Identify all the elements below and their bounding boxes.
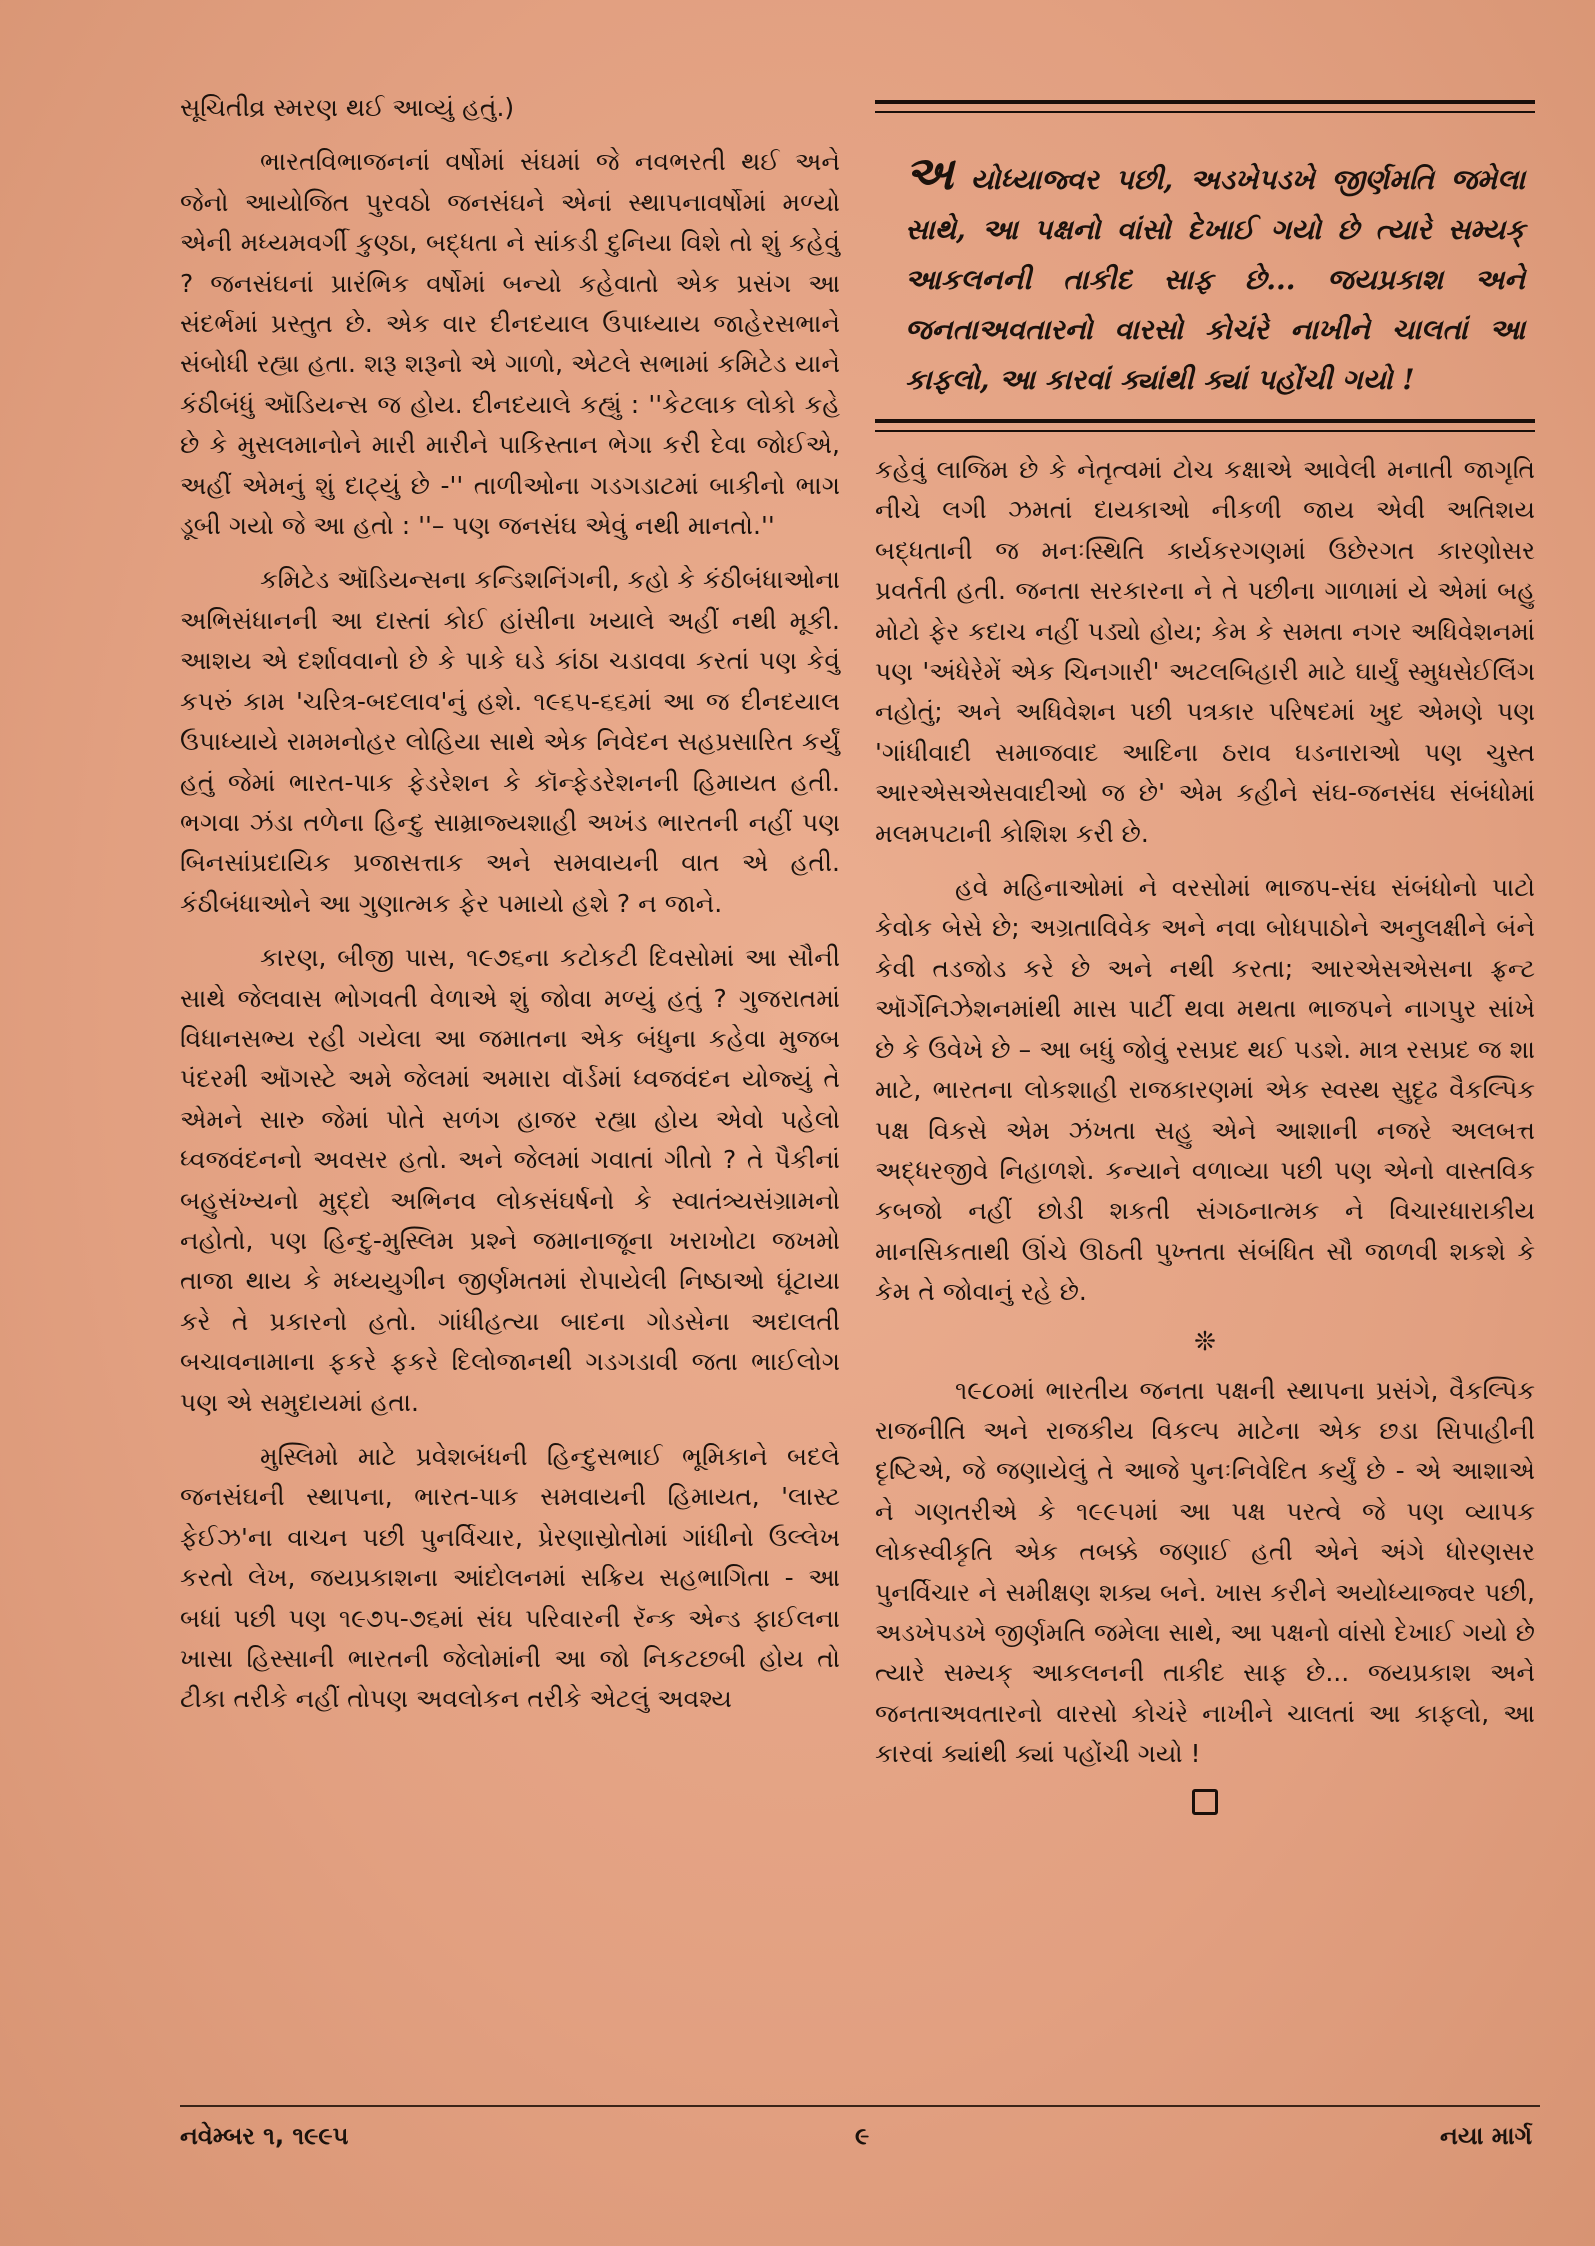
paragraph-continuation: કહેવું લાજિમ છે કે નેતૃત્વમાં ટોચ કક્ષાએ આવેલી મનાતી જાગૃતિ નીચે લગી ઝમતાં દાયકાઓ નીકળી જાય એવી અતિશય બદ્ધતાની જ મનઃસ્થિતિ કાર્યકરગણમાં ઉછેરગત કારણોસર પ્રવર્તતી હતી. જનતા સરકારના ને તે પછીના ગાળામાં યે એમાં બહુ મોટો ફેર કદાચ નહીં પડ્યો હોય; કેમ કે સમતા નગર અધિવેશનમાં પણ 'અંધેરેમેં એક ચિનગારી' અટલબિહારી માટે ઘાર્યું સ્મુધસેઈલિંગ નહોતું; અને અધિવેશન પછી પત્રકાર પરિષદમાં ખુદ એમણે પણ 'ગાંધીવાદી સમાજવાદ આદિના ઠરાવ ઘડનારાઓ પણ ચુસ્ત આરએસએસવાદીઓ જ છે' એમ કહીને સંઘ-જનસંઘ સંબંધોમાં મલમપટાની કોશિશ કરી છે. (875, 455, 1535, 848)
footer-rule (180, 2105, 1540, 2107)
paragraph-continuation: સૂચિતીવ્ર સ્મરણ થઈ આવ્યું હતું.) (180, 93, 515, 122)
section-separator-icon: ❊ (1194, 1326, 1216, 1357)
pull-quote-text: યોધ્યાજ્વર પછી, અડખેપડખે જીર્ણમતિ જમેલા સાથે, આ પક્ષનો વાંસો દેખાઈ ગયો છે ત્યારે સમ્યક્ આકલનની તાકીદ સાફ છે... જયપ્રકાશ અને જનતાઅવતારનો વારસો કોચંરે નાખીને ચાલતાં આ કાફલો, આ કારવાં ક્યાંથી ક્યાં પહોંચી ગયો ! (905, 163, 1526, 396)
paragraph: મુસ્લિમો માટે પ્રવેશબંધની હિન્દુસભાઈ ભૂમિકાને બદલે જનસંઘની સ્થાપના, ભારત-પાક સમવાયની હિમાયત, 'લાસ્ટ ફેઈઝ'ના વાચન પછી પુનર્વિચાર, પ્રેરણાસ્રોતોમાં ગાંધીનો ઉલ્લેખ કરતો લેખ, જયપ્રકાશના આંદોલનમાં સક્રિય સહભાગિતા - આ બધાં પછી પણ ૧૯૭૫-૭૬માં સંઘ પરિવારની રૅન્ક એન્ડ ફાઈલના ખાસા હિસ્સાની ભારતની જેલોમાંની આ જો નિકટછબી હોય તો ટીકા તરીકે નહીં તોપણ અવલોકન તરીકે એટલું અવશ્ય (180, 1442, 840, 1714)
pull-quote (875, 113, 1535, 419)
left-column (180, 88, 840, 1734)
pull-quote-box (875, 100, 1535, 432)
paragraph: ૧૯૮૦માં ભારતીય જનતા પક્ષની સ્થાપના પ્રસંગે, વૈકલ્પિક રાજનીતિ અને રાજકીય વિકલ્પ માટેના એક છડા સિપાહીની દૃષ્ટિએ, જે જણાયેલું તે આજે પુનઃનિવેદિત કર્યું છે - એ આશાએ ને ગણતરીએ કે ૧૯૯૫માં આ પક્ષ પરત્વે જે પણ વ્યાપક લોકસ્વીકૃતિ એક તબક્કે જણાઈ હતી એને અંગે ધોરણસર પુનર્વિચાર ને સમીક્ષણ શક્ય બને. ખાસ કરીને અયોધ્યાજ્વર પછી, અડખેપડખે જીર્ણમતિ જમેલા સાથે, આ પક્ષનો વાંસો દેખાઈ ગયો છે ત્યારે સમ્યક્ આકલનની તાકીદ સાફ છે... જયપ્રકાશ અને જનતાઅવતારનો વારસો કોચંરે નાખીને ચાલતાં આ કાફલો, આ કારવાં ક્યાંથી ક્યાં પહોંચી ગયો ! (875, 1375, 1535, 1769)
paragraph: કમિટેડ ઑડિયન્સના કન્ડિશનિંગની, કહો કે કંઠીબંધાઓના અભિસંધાનની આ દાસ્તાં કોઈ હાંસીના ખયાલે અહીં નથી મૂકી. આશય એ દર્શાવવાનો છે કે પાકે ઘડે કાંઠા ચડાવવા કરતાં પણ કેવું કપરું કામ 'ચરિત્ર-બદલાવ'નું હશે. ૧૯૬૫-૬૬માં આ જ દીનદયાલ ઉપાધ્યાયે રામમનોહર લોહિયા સાથે એક નિવેદન સહપ્રસારિત કર્યું હતું જેમાં ભારત-પાક ફેડરેશન કે કૉન્ફેડરેશનની હિમાયત હતી. ભગવા ઝંડા તળેના હિન્દુ સામ્રાજ્યશાહી અખંડ ભારતની નહીં પણ બિનસાંપ્રદાયિક પ્રજાસત્તાક અને સમવાયની વાત એ હતી. કંઠીબંધાઓને આ ગુણાત્મક ફેર પમાયો હશે ? ન જાને. (180, 565, 840, 918)
page-number: ૯ (855, 2122, 870, 2150)
paragraph: ભારતવિભાજનનાં વર્ષોમાં સંઘમાં જે નવભરતી થઈ અને જેનો આયોજિત પુરવઠો જનસંઘને એનાં સ્થાપનાવર્ષોમાં મળ્યો એની મધ્યમવર્ગી કુણ્ઠા, બદ્ધતા ને સાંકડી દુનિયા વિશે તો શું કહેવું ? જનસંઘનાં પ્રારંભિક વર્ષોમાં બન્યો કહેવાતો એક પ્રસંગ આ સંદર્ભમાં પ્રસ્તુત છે. એક વાર દીનદયાલ ઉપાધ્યાય જાહેરસભાને સંબોધી રહ્યા હતા. શરૂ શરૂનો એ ગાળો, એટલે સભામાં કમિટેડ યાને કંઠીબંધું ઑડિયન્સ જ હોય. દીનદયાલે કહ્યું : ''કેટલાક લોકો કહે છે કે મુસલમાનોને મારી મારીને પાકિસ્તાન ભેગા કરી દેવા જોઈએ, અહીં એમનું શું દાટ્યું છે -'' તાળીઓના ગડગડાટમાં બાકીનો ભાગ ડૂબી ગયો જે આ હતો : ''– પણ જનસંઘ એવું નથી માનતો.'' (180, 147, 840, 541)
footer-date: નવેમ્બર ૧, ૧૯૯૫ (180, 2122, 349, 2150)
pull-quote-drop-cap: અ (905, 146, 954, 200)
publication-name: નયા માર્ગ (1440, 2122, 1533, 2150)
paragraph: કારણ, બીજી પાસ, ૧૯૭૬ના કટોકટી દિવસોમાં આ સૌની સાથે જેલવાસ ભોગવતી વેળાએ શું જોવા મળ્યું હતું ? ગુજરાતમાં વિધાનસભ્ય રહી ગયેલા આ જમાતના એક બંધુના કહેવા મુજબ પંદરમી ઑગસ્ટે અમે જેલમાં અમારા વૉર્ડમાં ધ્વજવંદન યોજ્યું તે એમને સારુ જેમાં પોતે સળંગ હાજર રહ્યા હોય એવો પહેલો ધ્વજવંદનનો અવસર હતો. અને જેલમાં ગવાતાં ગીતો ? તે પૈકીનાં બહુસંખ્યનો મુદ્દો અભિનવ લોકસંઘર્ષનો કે સ્વાતંત્ર્યસંગ્રામનો નહોતો, પણ હિન્દુ-મુસ્લિમ પ્રશ્ને જમાનાજૂના ખરાખોટા જખમો તાજા થાય કે મધ્યયુગીન જીર્ણમતમાં રોપાયેલી નિષ્ઠાઓ ઘૂંટાયા કરે તે પ્રકારનો હતો. ગાંધીહત્યા બાદના ગોડસેના અદાલતી બચાવનામાના ફકરે ફકરે દિલોજાનથી ગડગડાવી જતા ભાઈલોગ પણ એ સમુદાયમાં હતા. (180, 943, 840, 1417)
pull-quote-bottom-rule-thin (875, 430, 1535, 432)
paragraph: હવે મહિનાઓમાં ને વરસોમાં ભાજપ-સંઘ સંબંધોનો પાટો કેવોક બેસે છે; અગ્રતાવિવેક અને નવા બોધપાઠોને અનુલક્ષીને બંને કેવી તડજોડ કરે છે અને નથી કરતા; આરએસએસના ફ્રન્ટ ઑર્ગેનિઝેશનમાંથી માસ પાર્ટી થવા મથતા ભાજપને નાગપુર સાંખે છે કે ઉવેખે છે – આ બધું જોવું રસપ્રદ થઈ પડશે. માત્ર રસપ્રદ જ શા માટે, ભારતના લોકશાહી રાજકારણમાં એક સ્વસ્થ સુદૃઢ વૈકલ્પિક પક્ષ વિકસે એમ ઝંખતા સહુ એને આશાની નજરે અલબત્ત અદ્ધરજીવે નિહાળશે. કન્યાને વળાવ્યા પછી પણ એનો વાસ્તવિક કબજો નહીં છોડી શકતી સંગઠનાત્મક ને વિચારધારાકીય માનસિકતાથી ઊંચે ઊઠતી પુખ્તતા સંબંધિત સૌ જાળવી શકશે કે કેમ તે જોવાનું રહે છે. (875, 873, 1535, 1307)
end-of-article-icon (1192, 1789, 1218, 1815)
right-column (875, 100, 1535, 1815)
